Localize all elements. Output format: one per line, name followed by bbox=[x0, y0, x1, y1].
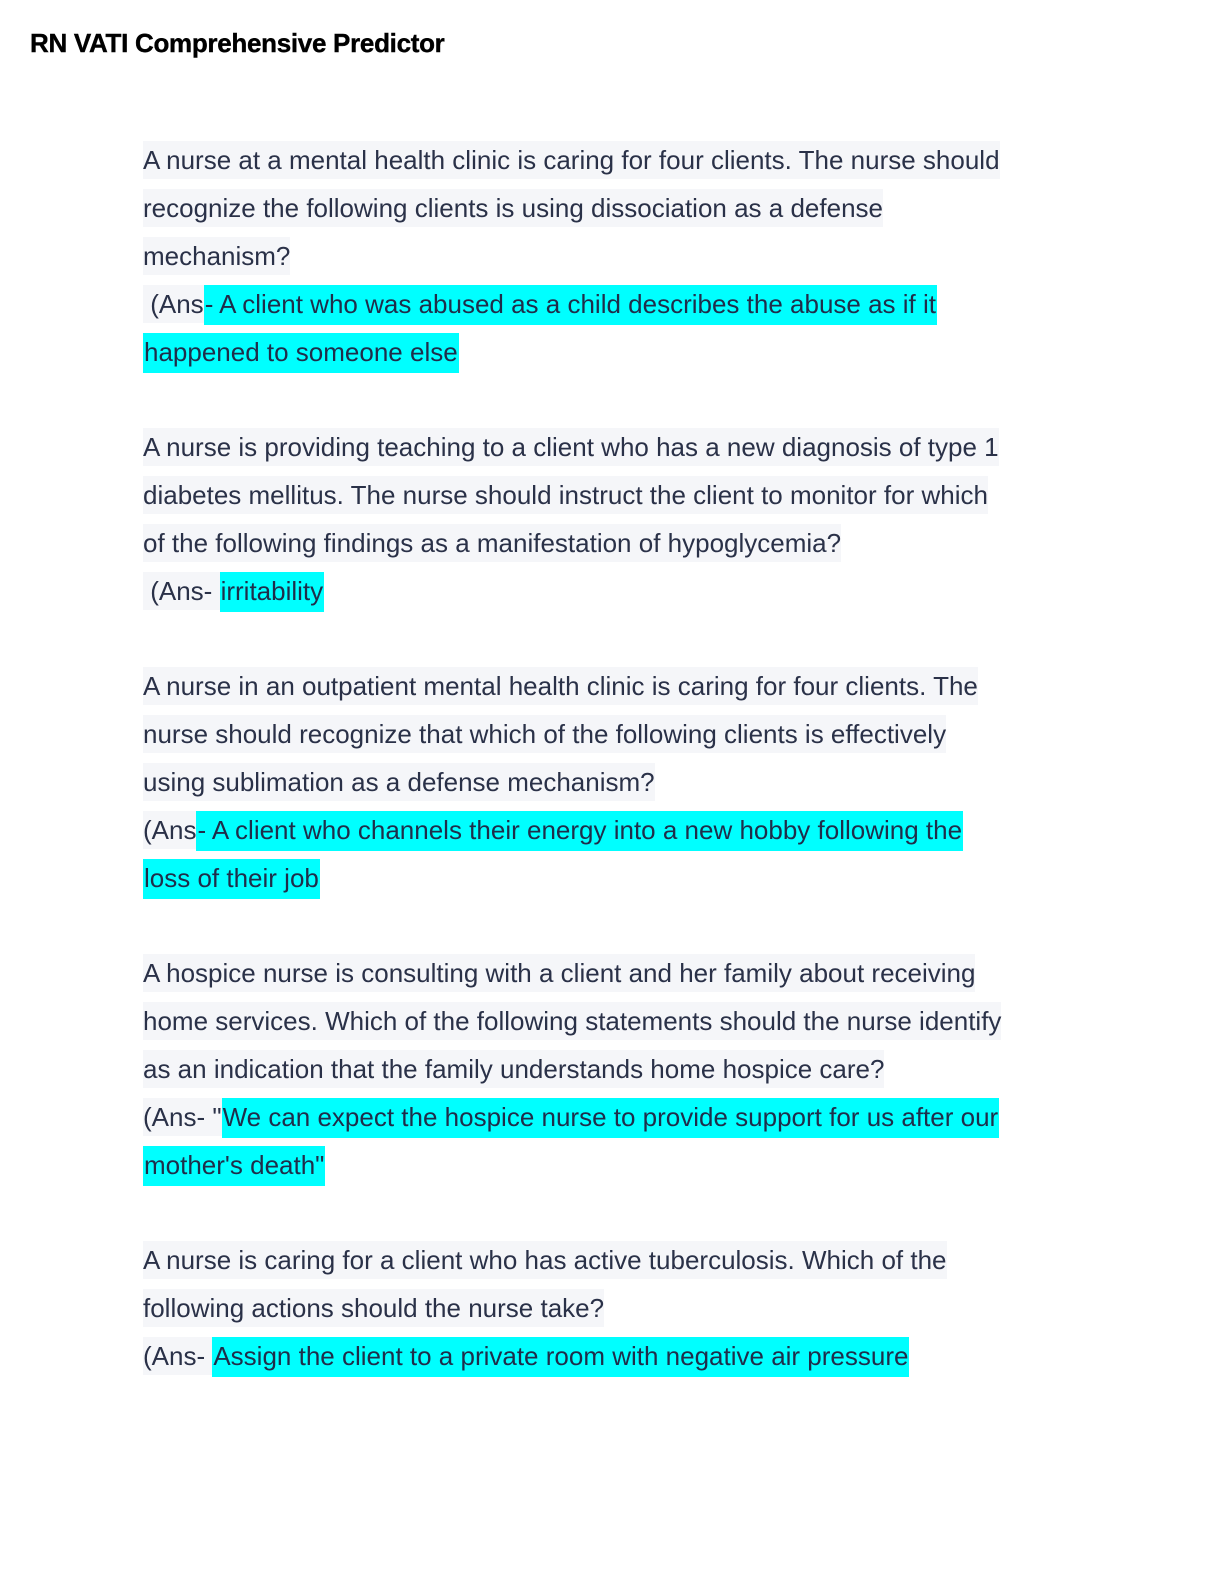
question-line: following actions should the nurse take? bbox=[143, 1284, 1103, 1332]
question-line: as an indication that the family understands home hospice care? bbox=[143, 1045, 1103, 1093]
answer-highlight: - A client who was abused as a child describes the abuse as if it bbox=[204, 285, 937, 325]
question-line: diabetes mellitus. The nurse should instruct the client to monitor for which bbox=[143, 471, 1103, 519]
answer-line bbox=[143, 567, 1103, 615]
answer-highlight: happened to someone else bbox=[143, 333, 459, 373]
answer-prefix: (Ans- bbox=[143, 572, 220, 610]
document-title: RN VATI Comprehensive Predictor bbox=[30, 28, 445, 58]
answer-highlight: irritability bbox=[220, 572, 325, 612]
question-line: A nurse in an outpatient mental health clinic is caring for four clients. The bbox=[143, 662, 1103, 710]
answer-line bbox=[143, 328, 1103, 376]
question-line: using sublimation as a defense mechanism? bbox=[143, 758, 1103, 806]
question-item bbox=[143, 423, 1103, 615]
question-line: recognize the following clients is using dissociation as a defense bbox=[143, 184, 1103, 232]
answer-line bbox=[143, 1093, 1103, 1141]
answer-prefix: (Ans- bbox=[143, 1337, 212, 1375]
question-line: A nurse is providing teaching to a client who has a new diagnosis of type 1 bbox=[143, 423, 1103, 471]
question-line: mechanism? bbox=[143, 232, 1103, 280]
question-item bbox=[143, 949, 1103, 1189]
answer-highlight: We can expect the hospice nurse to provide support for us after our bbox=[222, 1098, 1000, 1138]
question-item bbox=[143, 136, 1103, 376]
question-line: A nurse at a mental health clinic is caring for four clients. The nurse should bbox=[143, 136, 1103, 184]
answer-line bbox=[143, 1332, 1103, 1380]
answer-line bbox=[143, 806, 1103, 854]
answer-prefix: (Ans bbox=[143, 811, 196, 849]
answer-highlight: mother's death" bbox=[143, 1146, 325, 1186]
answer-highlight: Assign the client to a private room with negative air pressure bbox=[212, 1337, 909, 1377]
question-line: A nurse is caring for a client who has active tuberculosis. Which of the bbox=[143, 1236, 1103, 1284]
question-item bbox=[143, 662, 1103, 902]
answer-highlight: - A client who channels their energy into a new hobby following the bbox=[196, 811, 963, 851]
question-line: A hospice nurse is consulting with a client and her family about receiving bbox=[143, 949, 1103, 997]
answer-line bbox=[143, 1141, 1103, 1189]
answer-line bbox=[143, 280, 1103, 328]
answer-prefix: (Ans bbox=[143, 285, 204, 323]
answer-line bbox=[143, 854, 1103, 902]
question-item bbox=[143, 1236, 1103, 1380]
answer-highlight: loss of their job bbox=[143, 859, 320, 899]
question-list bbox=[143, 136, 1103, 1427]
answer-prefix: (Ans- " bbox=[143, 1098, 222, 1136]
question-line: home services. Which of the following statements should the nurse identify bbox=[143, 997, 1103, 1045]
question-line: of the following findings as a manifestation of hypoglycemia? bbox=[143, 519, 1103, 567]
question-line: nurse should recognize that which of the following clients is effectively bbox=[143, 710, 1103, 758]
